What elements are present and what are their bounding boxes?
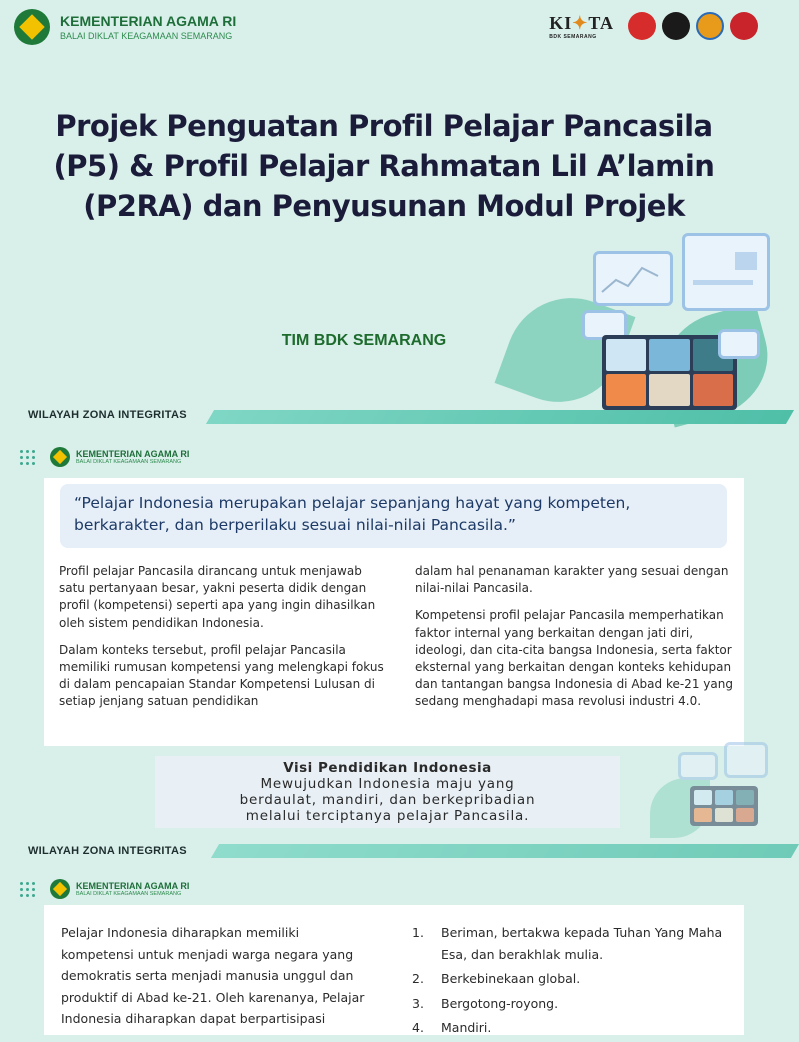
partner-badge-3-icon [696,12,724,40]
online-class-illustration-faded [640,738,768,843]
list-item: 3. Bergotong-royong. [412,995,559,1011]
content-card [44,478,744,746]
kemenag-logo-small: KEMENTERIAN AGAMA RI BALAI DIKLAT KEAGAMAAN SEMARANG [50,879,189,899]
page-title: Projek Penguatan Profil Pelajar Pancasila (P5) & Profil Pelajar Rahmatan Lil A’lamin (P2RA) dan Penyusunan Modul Projek [53,109,715,223]
zone-accent-bar [211,844,799,858]
zone-label: WILAYAH ZONA INTEGRITAS [28,845,187,857]
paragraph: dalam hal penanaman karakter yang sesuai dengan nilai-nilai Pancasila. [415,564,729,596]
paragraph: Pelajar Indonesia diharapkan memiliki kompetensi untuk menjadi warga negara yang demokratis serta menjadi manusia unggul dan produktif di Abad ke-21. Oleh karenanya, Pelajar Indonesia diharapkan dapat berpartisipasi [61,925,365,1026]
grid-dots-icon [20,882,35,897]
list-item: 2. Berkebinekaan global. [412,971,581,986]
slide-dimensi-profil [0,863,768,1035]
partner-badge-4-icon [730,12,758,40]
image-panel-icon [682,233,770,311]
kemenag-emblem-icon [50,447,70,467]
partner-logos [549,12,758,40]
laptop-video-call-icon [602,335,737,410]
kemenag-emblem-icon [50,879,70,899]
right-column [415,563,745,721]
zone-accent-bar [206,410,794,424]
kemenag-logo-small: KEMENTERIAN AGAMA RI BALAI DIKLAT KEAGAMAAN SEMARANG [50,447,189,467]
kita-subtitle: BDK SEMARANG [549,33,597,40]
content-card [44,905,744,1035]
online-class-illustration [490,225,768,425]
kemenag-logo [14,9,236,45]
paragraph: Profil pelajar Pancasila dirancang untuk menjawab satu pertanyaan besar, yakni peserta didik dengan profil (kompetensi) seperti apa yang ingin dihasilkan oleh sistem pendidikan Indonesia. [59,564,376,630]
kita-logo: KI✦TA BDK SEMARANG [549,12,614,40]
partner-badge-1-icon [628,12,656,40]
left-column [59,563,389,721]
org-unit: BALAI DIKLAT KEAGAMAAN SEMARANG [60,31,233,41]
org-name: KEMENTERIAN AGAMA RI [60,13,237,29]
list-item: 4. Mandiri. [412,1020,492,1035]
partner-badge-2-icon [662,12,690,40]
slide-profil-pelajar [0,433,768,863]
kita-figure-icon: ✦ [572,12,589,33]
kemenag-emblem-icon [14,9,50,45]
visi-box: Visi Pendidikan Indonesia Mewujudkan Indonesia maju yang berdaulat, mandiri, dan berkepribadian melalui terciptanya pelajar Pancasila. [155,756,620,828]
grid-dots-icon [20,450,35,465]
zone-label: WILAYAH ZONA INTEGRITAS [28,409,187,421]
paragraph: Dalam konteks tersebut, profil pelajar Pancasila memiliki rumusan kompetensi yang melengkapi fokus di dalam pencapaian Standar Kompetensi Lulusan di setiap jenjang satuan pendidikan [59,642,384,709]
quote-banner: “Pelajar Indonesia merupakan pelajar sepanjang hayat yang kompeten, berkarakter, dan berperilaku sesuai nilai-nilai Pancasila.” [60,484,727,548]
list-item: 1. Beriman, bertakwa kepada Tuhan Yang Maha Esa, dan berakhlak mulia. [412,925,723,962]
visi-title: Visi Pendidikan Indonesia [283,760,492,776]
chart-panel-icon [593,251,673,306]
team-name: TIM BDK SEMARANG [281,332,447,349]
paragraph: Kompetensi profil pelajar Pancasila memperhatikan faktor internal yang berkaitan dengan jati diri, ideologi, dan cita-cita bangsa Indonesia, serta faktor eksternal yang berkaitan dengan konteks kehidupan dan tantangan bangsa Indonesia di Abad ke-21 yang sedang menghadapi masa revolusi industri 4.0. [415,608,733,709]
slide-cover [0,0,768,433]
dimension-list [412,922,732,1042]
